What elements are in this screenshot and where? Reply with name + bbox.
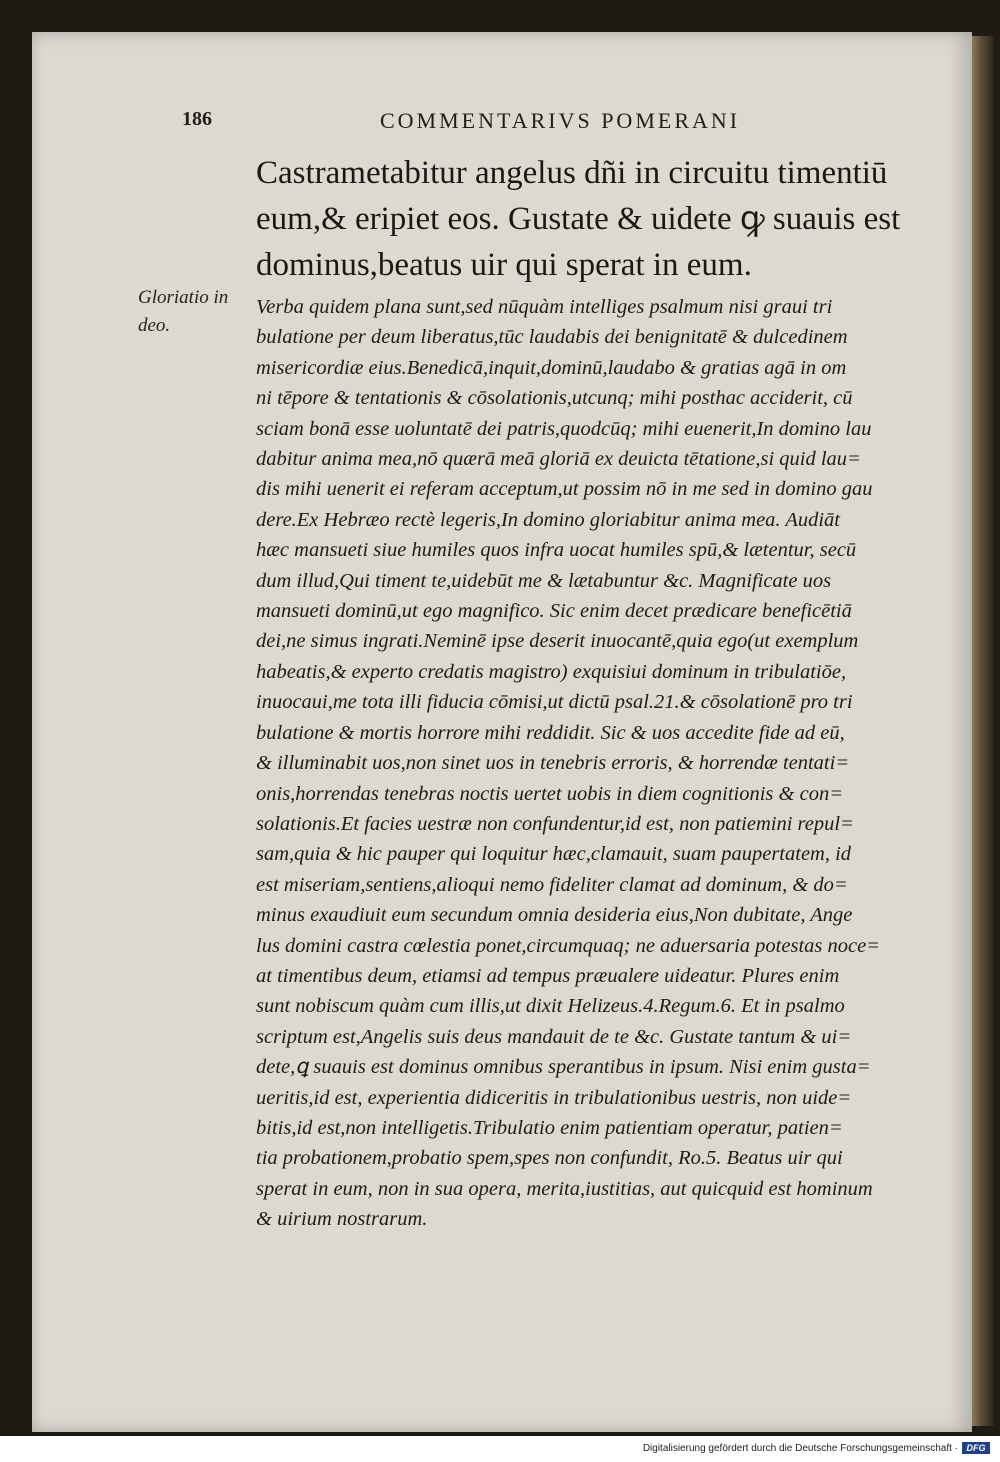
commentary-line: sam,quia & hic pauper qui loquitur hæc,clamauit, suam paupertatem, id bbox=[256, 843, 852, 866]
lemma-line: eum,& eripiet eos. Gustate & uidete ꝙ suauis est bbox=[256, 201, 901, 237]
commentary-line: misericordiæ eius.Benedicā,inquit,dominū,laudabo & gratias agā in om bbox=[256, 356, 847, 379]
page-number: 186 bbox=[182, 108, 212, 130]
commentary-line: & illuminabit uos,non sinet uos in tenebris erroris, & horrendæ tentati= bbox=[256, 752, 850, 775]
commentary-line: at timentibus deum, etiamsi ad tempus præualere uideatur. Plures enim bbox=[256, 964, 840, 987]
commentary-line: minus exaudiuit eum secundum omnia desideria eius,Non dubitate, Ange bbox=[256, 904, 853, 927]
commentary-line: hæc mansueti siue humiles quos infra uocat humiles spū,& lætentur, secū bbox=[256, 539, 857, 562]
commentary-line: lus domini castra cœlestia ponet,circumquaq; ne aduersaria potestas noce= bbox=[256, 934, 881, 957]
commentary-line: sciam bonā esse uoluntatē dei patris,quodcūq; mihi euenerit,In domino lau bbox=[256, 417, 872, 440]
digitization-credit: Digitalisierung gefördert durch die Deutsche Forschungsgemeinschaft · bbox=[642, 1443, 958, 1454]
commentary-line: mansueti dominū,ut ego magnifico. Sic enim decet prædicare beneficētiā bbox=[256, 600, 852, 623]
commentary-line: dum illud,Qui timent te,uidebūt me & lætabuntur &c. Magnificate uos bbox=[256, 569, 832, 592]
commentary-line: onis,horrendas tenebras noctis uertet uobis in diem cognitionis & con= bbox=[256, 782, 844, 805]
commentary-line: dere.Ex Hebræo rectè legeris,In domino gloriabitur anima mea. Audiāt bbox=[256, 508, 840, 531]
commentary-line: bitis,id est,non intelligetis.Tribulatio enim patientiam operatur, patien= bbox=[256, 1116, 843, 1139]
commentary-line: dabitur anima mea,nō quærā meā gloriā ex deuicta tētatione,si quid lau= bbox=[256, 448, 861, 471]
commentary-line: bulatione per deum liberatus,tūc laudabis dei benignitatē & dulcedinem bbox=[256, 326, 848, 349]
commentary-line: inuocaui,me tota illi fiducia cōmisi,ut dictū psal.21.& cōsolationē pro tri bbox=[256, 691, 853, 714]
lemma-line: Castrametabitur angelus dñi in circuitu timentiū bbox=[256, 155, 888, 191]
commentary-line: scriptum est,Angelis suis deus mandauit de te &c. Gustate tantum & ui= bbox=[256, 1025, 852, 1048]
commentary-line: bulatione & mortis horrore mihi reddidit. Sic & uos accedite fide ad eū, bbox=[256, 721, 845, 744]
running-head: COMMENTARIVS POMERANI bbox=[380, 108, 741, 133]
commentary-line: Verba quidem plana sunt,sed nūquàm intelliges psalmum nisi graui tri bbox=[256, 296, 833, 318]
commentary-line: sunt nobiscum quàm cum illis,ut dixit Helizeus.4.Regum.6. Et in psalmo bbox=[256, 995, 845, 1018]
commentary-line: est miseriam,sentiens,alioqui nemo fideliter clamat ad dominum, & do= bbox=[256, 873, 848, 896]
page-header bbox=[182, 108, 822, 138]
commentary-line: sperat in eum, non in sua opera, merita,iustitias, aut quicquid est hominum bbox=[256, 1177, 873, 1200]
commentary-line: ueritis,id est, experientia didiceritis in tribulationibus uestris, non uide= bbox=[256, 1086, 852, 1109]
commentary-line: dis mihi uenerit ei referam acceptum,ut possim nō in me sed in domino gau bbox=[256, 478, 873, 501]
commentary-line: solationis.Et facies uestræ non confundentur,id est, non patiemini repul= bbox=[256, 812, 854, 835]
commentary-line: & uirium nostrarum. bbox=[256, 1208, 428, 1231]
commentary-line: dete,ꝗ suauis est dominus omnibus sperantibus in ipsum. Nisi enim gusta= bbox=[256, 1056, 871, 1079]
margin-note-line: Gloriatio in bbox=[138, 287, 229, 308]
dfg-logo-icon: DFG bbox=[962, 1442, 990, 1454]
commentary-line: habeatis,& experto credatis magistro) exquisiui dominum in tribulatiōe, bbox=[256, 660, 847, 683]
lemma-line: dominus,beatus uir qui sperat in eum. bbox=[256, 247, 752, 283]
book-page-edge bbox=[972, 36, 994, 1426]
margin-note bbox=[138, 284, 256, 340]
commentary-text bbox=[256, 292, 916, 1235]
commentary-line: tia probationem,probatio spem,spes non confundit, Ro.5. Beatus uir qui bbox=[256, 1147, 843, 1170]
lemma-verse bbox=[256, 150, 916, 288]
margin-note-line: deo. bbox=[138, 315, 171, 336]
footer-bar bbox=[0, 1436, 1000, 1462]
commentary-line: dei,ne simus ingrati.Neminē ipse deserit inuocantē,quia ego(ut exemplum bbox=[256, 630, 859, 653]
commentary-line: ni tēpore & tentationis & cōsolationis,utcunq; mihi posthac acciderit, cū bbox=[256, 387, 853, 410]
